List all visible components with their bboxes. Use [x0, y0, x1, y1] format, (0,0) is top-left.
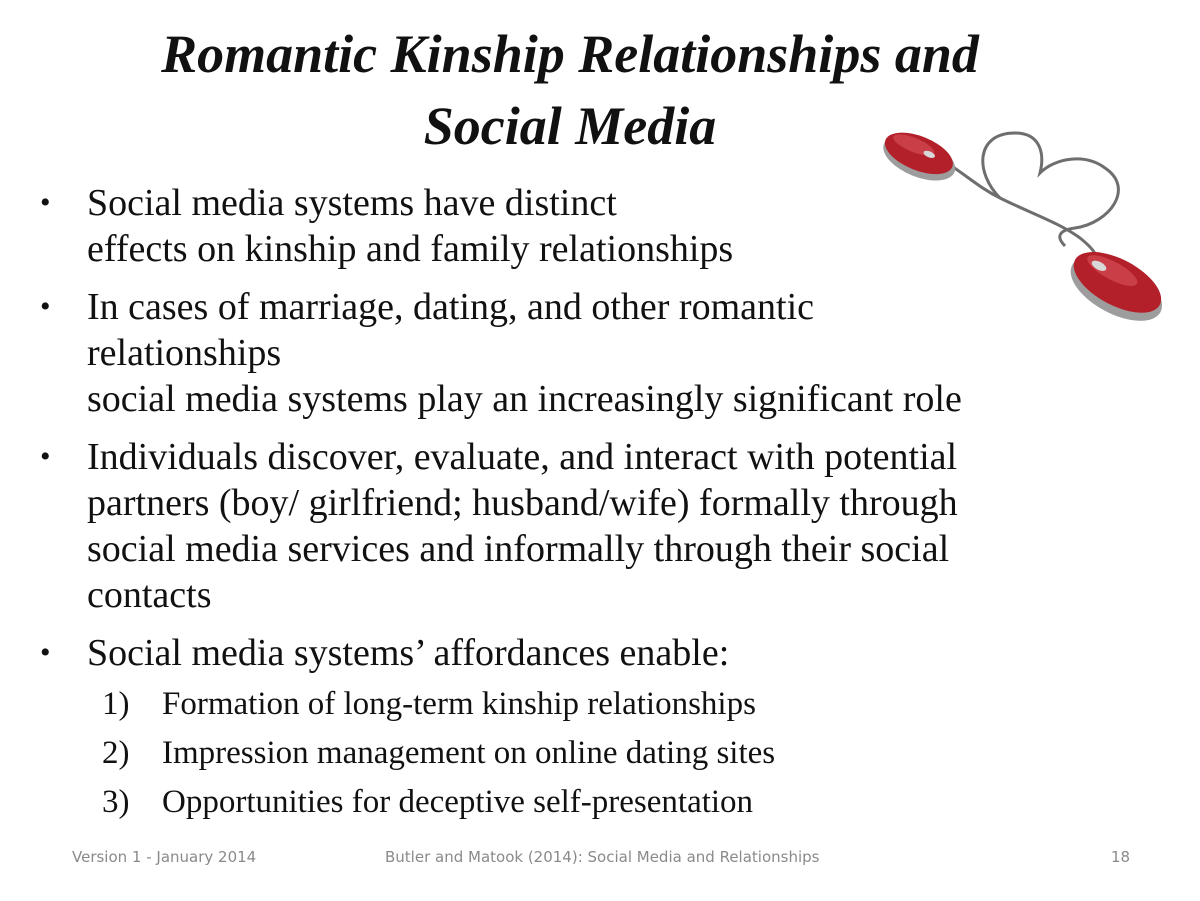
bullet-text-line: Individuals discover, evaluate, and interact with potential: [87, 436, 958, 478]
bullet-dot: •: [40, 636, 51, 669]
numbered-subitem: [87, 778, 1120, 827]
bullet-text-line: social media services and informally through their social: [87, 528, 950, 570]
bullet-text-line: Social media systems’ affordances enable:: [87, 632, 730, 674]
subitem-text: Impression management on online dating sites: [162, 735, 776, 771]
subitem-text: Formation of long-term kinship relationships: [162, 686, 756, 722]
numbered-subitem: [87, 729, 1120, 778]
numbered-subitem: [87, 680, 1120, 729]
bullet-item: [40, 180, 1120, 272]
bullet-text-line: social media systems play an increasingly significant role: [87, 378, 962, 420]
bullet-list: [40, 180, 1120, 839]
bullet-dot: •: [40, 290, 51, 323]
subitem-number: 1): [102, 686, 130, 722]
bullet-item: [40, 284, 1120, 422]
slide-number: 18: [1111, 848, 1131, 866]
bullet-text-line: contacts: [87, 574, 212, 616]
slide-title-line-1: Romantic Kinship Relationships and: [161, 24, 979, 84]
bullet-text-line: partners (boy/ girlfriend; husband/wife) formally through: [87, 482, 958, 524]
bullet-text-line: relationships: [87, 332, 282, 374]
bullet-text-line: In cases of marriage, dating, and other romantic: [87, 286, 814, 328]
footer-citation: Butler and Matook (2014): Social Media and Relationships: [385, 848, 820, 866]
bullet-text-line: Social media systems have distinct: [87, 182, 617, 224]
bullet-item: [40, 434, 1120, 618]
bullet-dot: •: [40, 440, 51, 473]
bullet-text-line: effects on kinship and family relationships: [87, 228, 734, 270]
footer-version: Version 1 - January 2014: [72, 848, 257, 866]
subitem-text: Opportunities for deceptive self-presentation: [162, 784, 754, 820]
bullet-dot: •: [40, 186, 51, 219]
subitem-number: 2): [102, 735, 130, 771]
bullet-item: [40, 630, 1120, 827]
numbered-sublist: [87, 680, 1120, 827]
slide-title-line-2: Social Media: [423, 96, 717, 156]
subitem-number: 3): [102, 784, 130, 820]
